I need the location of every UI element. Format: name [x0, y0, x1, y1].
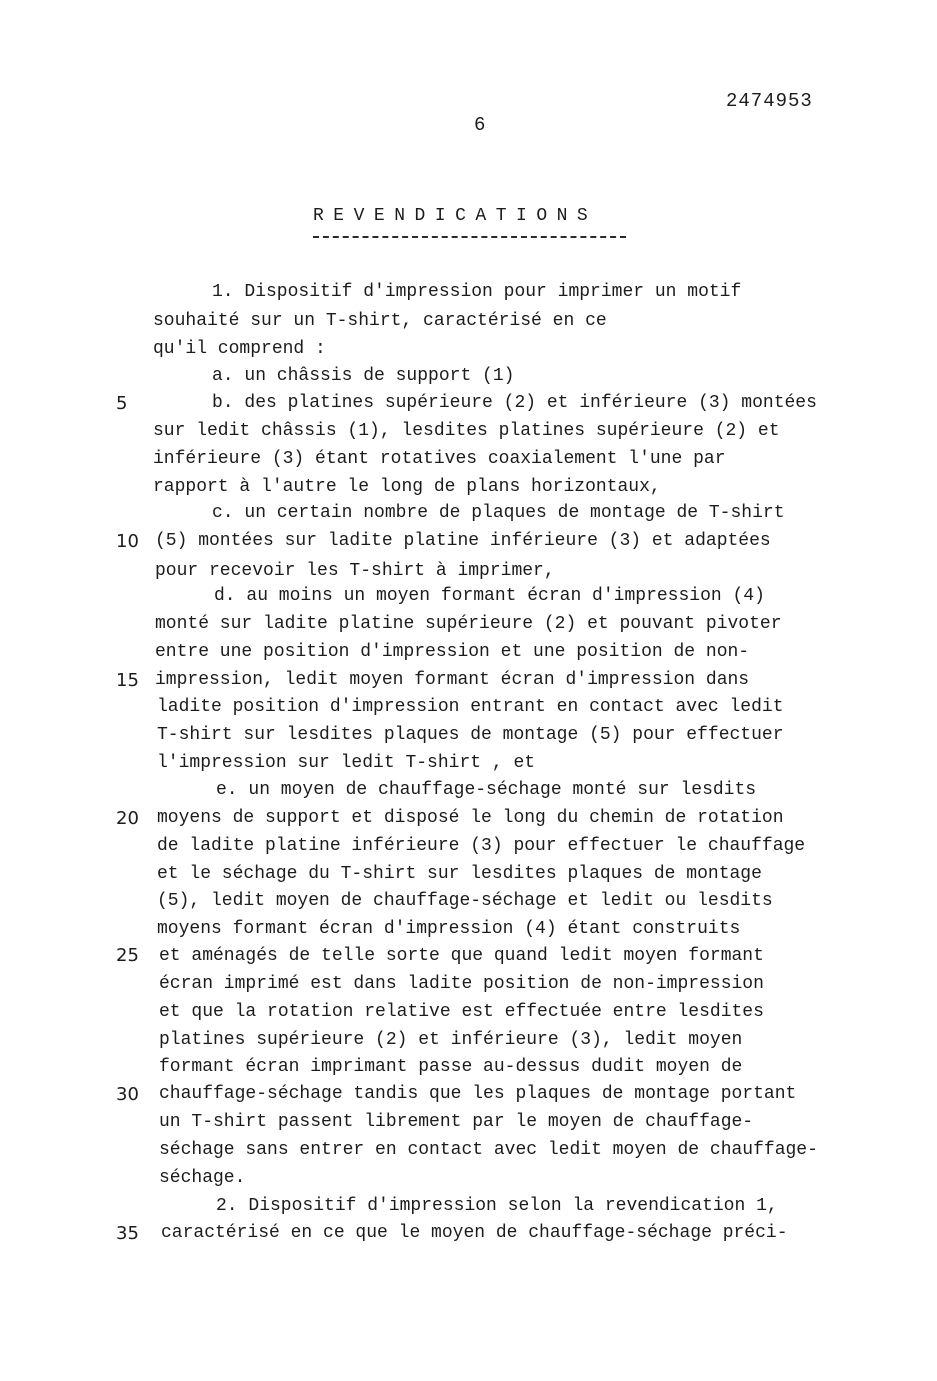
claim-line: moyens formant écran d'impression (4) étant construits: [157, 919, 741, 939]
claim-line: b. des platines supérieure (2) et inférieure (3) montées: [212, 393, 817, 413]
claim-line: ladite position d'impression entrant en contact avec ledit: [157, 697, 784, 717]
claim-line: séchage.: [159, 1168, 246, 1188]
line-number: 35: [116, 1223, 139, 1244]
claim-line: et que la rotation relative est effectuée entre lesdites: [159, 1002, 764, 1022]
claim-line: 1. Dispositif d'impression pour imprimer un motif: [212, 282, 742, 302]
line-number: 25: [116, 945, 139, 966]
claim-line: c. un certain nombre de plaques de montage de T-shirt: [212, 503, 785, 523]
line-number: 15: [116, 670, 139, 691]
line-number: 30: [116, 1084, 139, 1105]
claim-line: impression, ledit moyen formant écran d'impression dans: [155, 670, 750, 690]
claim-line: souhaité sur un T-shirt, caractérisé en ce: [153, 311, 607, 331]
claim-line: chauffage-séchage tandis que les plaques de montage portant: [159, 1084, 797, 1104]
claim-line: sur ledit châssis (1), lesdites platines supérieure (2) et: [153, 421, 780, 441]
claim-line: caractérisé en ce que le moyen de chauffage-séchage préci-: [161, 1223, 788, 1243]
heading-underline: [313, 236, 626, 238]
patent-number: 2474953: [726, 90, 813, 112]
claim-line: séchage sans entrer en contact avec ledit moyen de chauffage-: [159, 1140, 818, 1160]
claim-line: pour recevoir les T-shirt à imprimer,: [155, 561, 555, 581]
page-number: 6: [474, 114, 486, 136]
claim-line: qu'il comprend :: [153, 339, 326, 359]
line-number: 20: [116, 808, 139, 829]
claims-heading: REVENDICATIONS: [313, 206, 598, 226]
claim-line: (5), ledit moyen de chauffage-séchage et ledit ou lesdits: [157, 891, 773, 911]
claim-line: entre une position d'impression et une position de non-: [155, 642, 750, 662]
claim-line: a. un châssis de support (1): [212, 366, 515, 386]
claim-line: formant écran imprimant passe au-dessus dudit moyen de: [159, 1057, 743, 1077]
claim-line: rapport à l'autre le long de plans horizontaux,: [153, 477, 661, 497]
claim-line: platines supérieure (2) et inférieure (3), ledit moyen: [159, 1030, 743, 1050]
claim-line: et aménagés de telle sorte que quand ledit moyen formant: [159, 946, 764, 966]
claim-line: un T-shirt passent librement par le moyen de chauffage-: [159, 1112, 754, 1132]
claim-line: T-shirt sur lesdites plaques de montage (5) pour effectuer: [157, 725, 784, 745]
line-number: 10: [116, 531, 139, 552]
claim-line: e. un moyen de chauffage-séchage monté sur lesdits: [216, 780, 757, 800]
claim-line: monté sur ladite platine supérieure (2) et pouvant pivoter: [155, 614, 782, 634]
claim-line: écran imprimé est dans ladite position de non-impression: [159, 974, 764, 994]
claim-line: inférieure (3) étant rotatives coaxialement l'une par: [153, 449, 726, 469]
claim-line: (5) montées sur ladite platine inférieure (3) et adaptées: [155, 531, 771, 551]
claim-line: moyens de support et disposé le long du chemin de rotation: [157, 808, 784, 828]
claim-line: et le séchage du T-shirt sur lesdites plaques de montage: [157, 864, 762, 884]
claim-line: de ladite platine inférieure (3) pour effectuer le chauffage: [157, 836, 806, 856]
line-number: 5: [116, 393, 128, 414]
claim-line: l'impression sur ledit T-shirt , et: [157, 753, 536, 773]
claim-line: d. au moins un moyen formant écran d'impression (4): [214, 586, 765, 606]
claim-line: 2. Dispositif d'impression selon la revendication 1,: [216, 1196, 778, 1216]
